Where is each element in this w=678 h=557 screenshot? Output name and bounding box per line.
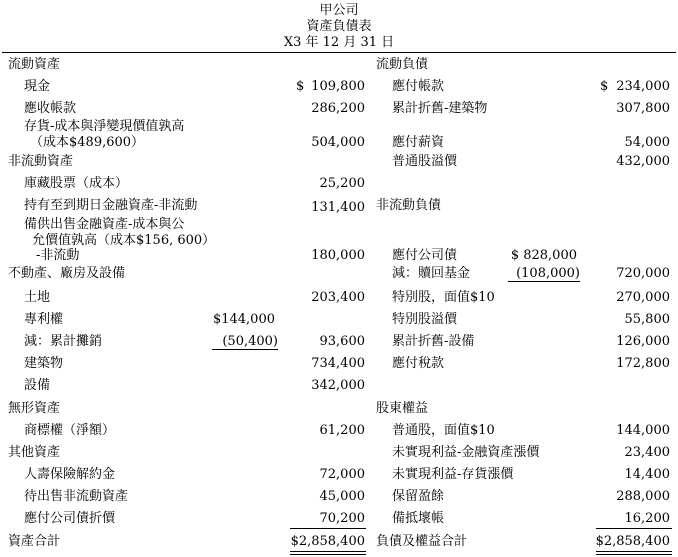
value-total-liabilities-equity: $2,858,400 [595,534,670,549]
value-bonds-net: 720,000 [616,266,670,281]
value-cash: 109,800 [311,79,365,94]
currency-payables: $ [600,79,609,94]
label-land: 土地 [24,290,51,305]
value-acc-dep-equipment: 126,000 [616,334,670,349]
assets-subtotal-rule [290,528,366,529]
value-wages: 54,000 [624,135,670,150]
label-preferred-premium: 特別股溢價 [392,312,458,327]
section-equity: 股東權益 [376,401,429,416]
value-preferred-premium: 55,800 [624,312,670,327]
section-ppe: 不動產、廠房及設備 [8,266,126,281]
value-equipment: 342,000 [311,378,365,393]
label-insurance: 人壽保險解約金 [24,467,116,482]
header-rule [2,52,676,53]
label-equipment: 設備 [24,378,51,393]
label-receivables: 應收帳款 [24,101,77,116]
value-acc-dep-buildings: 307,800 [616,101,670,116]
label-afs-1: 備供出售金融資產-成本與公 [24,217,185,232]
label-total-assets: 資產合計 [8,534,61,549]
value-unrealized-financial: 23,400 [624,445,670,460]
label-unrealized-financial: 未實現利益-金融資產漲價 [392,445,540,460]
value-retained-earnings: 288,000 [616,489,670,504]
section-other-assets: 其他資產 [8,445,61,460]
value-htm: 131,400 [311,200,365,215]
label-amortization: 減：累計攤銷 [24,334,103,349]
value-sinking-fund: (108,000) [508,266,580,282]
label-held-for-sale: 待出售非流動資產 [24,489,129,504]
label-total-liabilities-equity: 負債及權益合計 [376,534,468,549]
value-insurance: 72,000 [319,467,365,482]
section-noncurrent-liabilities: 非流動負債 [376,198,442,213]
label-common-stock: 普通股，面值$10 [392,423,495,438]
liabilities-total-double-rule [596,551,672,555]
section-current-assets: 流動資產 [8,57,61,72]
statement-title: 資產負債表 [306,19,372,34]
statement-date: X3 年 12 月 31 日 [283,35,395,50]
label-trademark: 商標權（淨額） [24,423,116,438]
value-afs: 180,000 [311,248,365,263]
label-patent: 專利權 [24,312,64,327]
value-buildings: 734,400 [311,356,365,371]
label-acc-dep-buildings: 累計折舊-建築物 [392,101,488,116]
value-held-for-sale: 45,000 [319,489,365,504]
label-inventory-2: （成本$489,600） [30,135,145,150]
section-current-liabilities: 流動負債 [376,57,429,72]
value-land: 203,400 [311,290,365,305]
label-bond-discount: 應付公司債折價 [24,511,116,526]
value-bonds-gross: $ 828,000 [510,248,577,263]
label-sinking-fund: 減：贖回基金 [392,266,471,281]
assets-total-double-rule [290,551,366,555]
label-payables: 應付帳款 [392,79,445,94]
liabilities-subtotal-rule [596,528,672,529]
value-patent-net: 93,600 [319,334,365,349]
label-wages: 應付薪資 [392,135,445,150]
company-name: 甲公司 [319,3,359,18]
value-common-premium: 432,000 [616,154,670,169]
value-treasury: 25,200 [319,176,365,191]
label-afs-2: 允價值孰高（成本$156, 600） [32,233,216,248]
value-allowance: 16,200 [624,511,670,526]
currency-cash: $ [296,79,305,94]
label-buildings: 建築物 [24,356,64,371]
label-treasury: 庫藏股票（成本） [24,176,129,191]
value-inventory: 504,000 [311,135,365,150]
value-amortization: (50,400) [212,334,278,350]
value-common-stock: 144,000 [616,423,670,438]
label-preferred: 特別股，面值$10 [392,290,495,305]
value-patent-gross: $144,000 [212,312,275,327]
label-retained-earnings: 保留盈餘 [392,489,445,504]
label-allowance: 備抵壞帳 [392,511,445,526]
value-tax-payable: 172,800 [616,356,670,371]
label-htm: 持有至到期日金融資產-非流動 [24,198,198,213]
label-bonds-payable: 應付公司債 [392,248,458,263]
label-cash: 現金 [24,79,51,94]
section-intangibles: 無形資產 [8,401,61,416]
label-inventory-1: 存貨-成本與淨變現價值孰高 [24,119,185,134]
section-noncurrent-assets: 非流動資產 [8,154,74,169]
value-trademark: 61,200 [319,423,365,438]
label-tax-payable: 應付稅款 [392,356,445,371]
value-receivables: 286,200 [311,101,365,116]
label-common-premium: 普通股溢價 [392,154,458,169]
label-afs-3: -非流動 [36,248,80,263]
value-total-assets: $2,858,400 [290,534,365,549]
label-unrealized-inventory: 未實現利益-存貨漲價 [392,467,514,482]
value-bond-discount: 70,200 [319,511,365,526]
value-payables: 234,000 [616,79,670,94]
label-acc-dep-equipment: 累計折舊-設備 [392,334,475,349]
value-preferred: 270,000 [616,290,670,305]
value-unrealized-inventory: 14,400 [624,467,670,482]
